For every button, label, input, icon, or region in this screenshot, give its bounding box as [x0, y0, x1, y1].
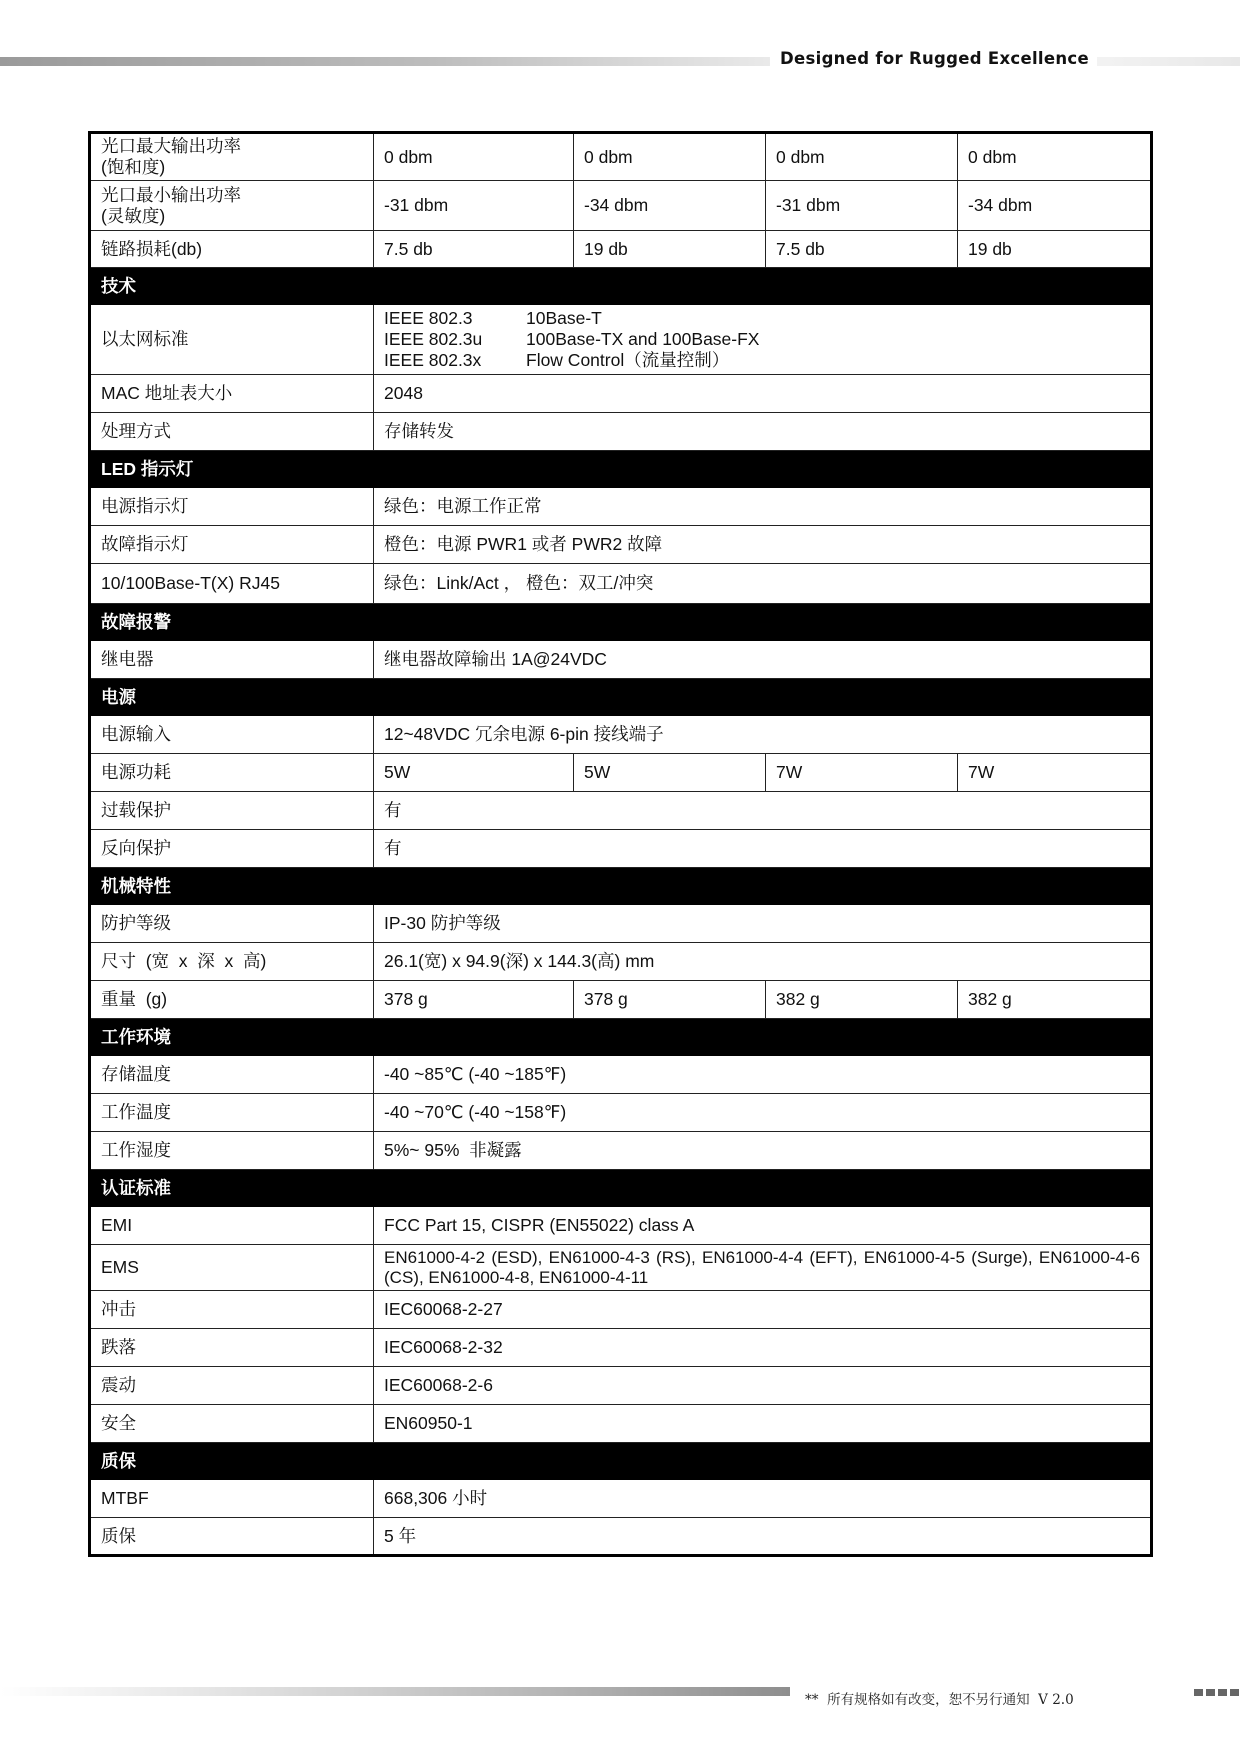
ieee-std: IEEE 802.3: [384, 308, 473, 328]
row-label: 反向保护: [90, 830, 374, 868]
section-title: 技术: [90, 268, 1152, 305]
section-title: 认证标准: [90, 1170, 1152, 1207]
ieee-std: IEEE 802.3x: [384, 350, 482, 370]
table-row: [90, 754, 1152, 792]
section-header-tech: [90, 268, 1152, 305]
table-row: [90, 981, 1152, 1019]
ieee-line: [384, 329, 1140, 350]
row-label: [90, 231, 374, 268]
row-label: 重量 (g): [90, 981, 374, 1019]
table-row: [90, 830, 1152, 868]
value-cell: 绿色：Link/Act ， 橙色：双工/冲突: [374, 564, 1152, 604]
table-row: [90, 1132, 1152, 1170]
header-tagline: Designed for Rugged Excellence: [770, 49, 1097, 68]
row-label: EMI: [90, 1207, 374, 1245]
section-title: 质保: [90, 1443, 1152, 1480]
row-label: [90, 133, 374, 181]
spec-table: [88, 131, 1153, 1557]
row-label: MAC 地址表大小: [90, 375, 374, 413]
table-row: [90, 905, 1152, 943]
value-cell: 5 年: [374, 1518, 1152, 1556]
row-label: 电源输入: [90, 716, 374, 754]
label-line: (饱和度): [101, 157, 166, 177]
value-cell: IEC60068-2-27: [374, 1291, 1152, 1329]
value-cell: 有: [374, 830, 1152, 868]
section-title: 机械特性: [90, 868, 1152, 905]
label-line: 链路损耗(db): [101, 238, 203, 259]
row-label: [90, 181, 374, 231]
row-label: 尺寸 (宽 x 深 x 高): [90, 943, 374, 981]
value-cell: 5W: [374, 754, 574, 792]
label-line: 光口最大输出功率: [101, 136, 241, 156]
value-cell: 382 g: [958, 981, 1152, 1019]
value-cell: 0 dbm: [766, 133, 958, 181]
row-label: 防护等级: [90, 905, 374, 943]
value-cell: -31 dbm: [374, 181, 574, 231]
value-cell: 继电器故障输出 1A@24VDC: [374, 641, 1152, 679]
table-row: [90, 716, 1152, 754]
value-cell: 7W: [958, 754, 1152, 792]
row-label: 工作温度: [90, 1094, 374, 1132]
value-cell: 26.1(宽) x 94.9(深) x 144.3(高) mm: [374, 943, 1152, 981]
row-label: 工作湿度: [90, 1132, 374, 1170]
row-label: 冲击: [90, 1291, 374, 1329]
value-cell: 12~48VDC 冗余电源 6-pin 接线端子: [374, 716, 1152, 754]
table-row: [90, 526, 1152, 564]
row-label: 以太网标准: [90, 305, 374, 375]
table-row: [90, 1480, 1152, 1518]
section-header-environment: [90, 1019, 1152, 1056]
row-label: 安全: [90, 1405, 374, 1443]
section-header-mechanical: [90, 868, 1152, 905]
row-label: 电源指示灯: [90, 488, 374, 526]
value-cell: -31 dbm: [766, 181, 958, 231]
value-cell: 5%~ 95% 非凝露: [374, 1132, 1152, 1170]
value-cell: -40 ~70℃ (-40 ~158℉): [374, 1094, 1152, 1132]
table-row: [90, 488, 1152, 526]
value-cell: -34 dbm: [574, 181, 766, 231]
value-cell: 5W: [574, 754, 766, 792]
value-cell: IEC60068-2-32: [374, 1329, 1152, 1367]
value-cell: -34 dbm: [958, 181, 1152, 231]
section-title: 工作环境: [90, 1019, 1152, 1056]
row-label: MTBF: [90, 1480, 374, 1518]
section-header-power: [90, 679, 1152, 716]
section-title: 故障报警: [90, 604, 1152, 641]
row-label: 跌落: [90, 1329, 374, 1367]
value-cell: 0 dbm: [574, 133, 766, 181]
value-cell: 0 dbm: [374, 133, 574, 181]
row-label: 10/100Base-T(X) RJ45: [90, 564, 374, 604]
row-label: 质保: [90, 1518, 374, 1556]
value-cell: 378 g: [574, 981, 766, 1019]
row-label: 继电器: [90, 641, 374, 679]
value-cell: 378 g: [374, 981, 574, 1019]
table-row: [90, 1094, 1152, 1132]
section-header-led: [90, 451, 1152, 488]
value-cell: 19 db: [574, 231, 766, 268]
row-label: 过载保护: [90, 792, 374, 830]
table-row: [90, 375, 1152, 413]
ieee-line: [384, 350, 1140, 371]
value-cell: 7.5 db: [374, 231, 574, 268]
table-row: [90, 1405, 1152, 1443]
table-row: [90, 1367, 1152, 1405]
value-cell: 668,306 小时: [374, 1480, 1152, 1518]
row-label: 处理方式: [90, 413, 374, 451]
section-title: LED 指示灯: [90, 451, 1152, 488]
ieee-line: [384, 308, 1140, 329]
value-cell: EN61000-4-2 (ESD), EN61000-4-3 (RS), EN61000-4-4 (EFT), EN61000-4-5 (Surge), EN61000-4-6 (CS), EN61000-4-8, EN61000-4-11: [374, 1245, 1152, 1291]
table-row: [90, 305, 1152, 375]
ieee-desc: Flow Control（流量控制）: [526, 350, 730, 370]
table-row: [90, 1207, 1152, 1245]
table-row: [90, 1245, 1152, 1291]
ethernet-standards-cell: [374, 305, 1152, 375]
value-cell: EN60950-1: [374, 1405, 1152, 1443]
ieee-std: IEEE 802.3u: [384, 329, 483, 349]
value-cell: 绿色：电源工作正常: [374, 488, 1152, 526]
value-cell: 7.5 db: [766, 231, 958, 268]
table-row: [90, 1518, 1152, 1556]
row-label: 震动: [90, 1367, 374, 1405]
table-row: [90, 943, 1152, 981]
table-row: [90, 133, 1152, 181]
table-row: [90, 792, 1152, 830]
table-row: [90, 181, 1152, 231]
footer-note: ** 所有规格如有改变，恕不另行通知 V 2.0: [805, 1692, 1074, 1708]
section-title: 电源: [90, 679, 1152, 716]
section-header-certification: [90, 1170, 1152, 1207]
value-cell: -40 ~85℃ (-40 ~185℉): [374, 1056, 1152, 1094]
label-line: (灵敏度): [101, 205, 166, 226]
row-label: 故障指示灯: [90, 526, 374, 564]
table-row: [90, 1329, 1152, 1367]
section-header-warranty: [90, 1443, 1152, 1480]
table-row: [90, 1056, 1152, 1094]
value-cell: 有: [374, 792, 1152, 830]
value-cell: FCC Part 15, CISPR (EN55022) class A: [374, 1207, 1152, 1245]
value-cell: IEC60068-2-6: [374, 1367, 1152, 1405]
table-row: [90, 231, 1152, 268]
value-cell: 19 db: [958, 231, 1152, 268]
value-cell: IP-30 防护等级: [374, 905, 1152, 943]
value-cell: 0 dbm: [958, 133, 1152, 181]
table-row: [90, 413, 1152, 451]
table-row: [90, 1291, 1152, 1329]
label-line: 光口最小输出功率: [101, 184, 241, 205]
footer-squares-decoration: [1194, 1689, 1239, 1696]
section-header-alarm: [90, 604, 1152, 641]
value-cell: 2048: [374, 375, 1152, 413]
value-cell: 橙色：电源 PWR1 或者 PWR2 故障: [374, 526, 1152, 564]
value-cell: 7W: [766, 754, 958, 792]
ieee-desc: 10Base-T: [526, 308, 602, 328]
row-label: EMS: [90, 1245, 374, 1291]
row-label: 电源功耗: [90, 754, 374, 792]
row-label: 存储温度: [90, 1056, 374, 1094]
value-cell: 382 g: [766, 981, 958, 1019]
ieee-desc: 100Base-TX and 100Base-FX: [526, 329, 760, 349]
footer-gradient-bar: [0, 1687, 790, 1696]
table-row: [90, 641, 1152, 679]
table-row: [90, 564, 1152, 604]
value-cell: 存储转发: [374, 413, 1152, 451]
